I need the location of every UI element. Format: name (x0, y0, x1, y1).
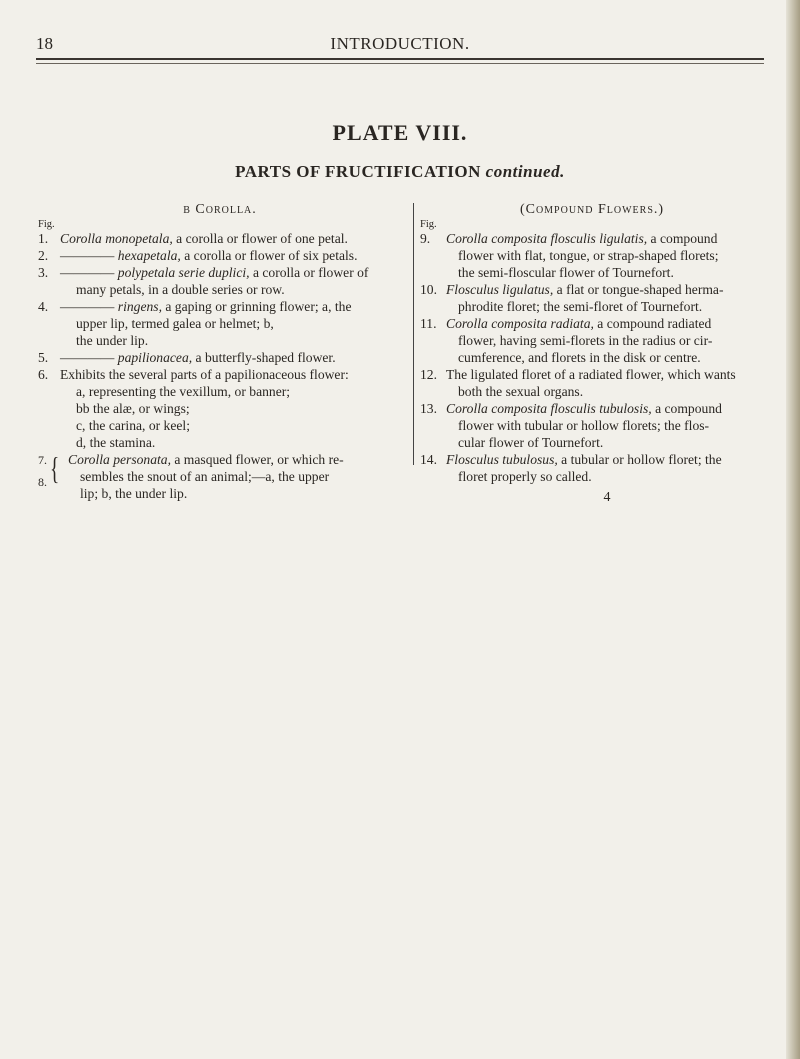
fig-entry-7-8: 7. 8. { Corolla personata, a masqued flower, or which re- sembles the snout of an animal;—a, the upper lip; b, the under lip. (38, 450, 344, 501)
sub-item: bb the alæ, or wings; (76, 401, 190, 416)
fig-entry-12: 12. The ligulated floret of a radiated flower, which wants both the sexual organs. (420, 367, 736, 399)
fig-entry-13: 13. Corolla composita flosculis tubulosis, a compound flower with tubular or hollow florets; the flos- cular flower of Tournefort. (420, 401, 722, 450)
plate-subtitle (0, 162, 800, 182)
fig-label: Fig. (420, 219, 437, 230)
ditto-dash: ———— (60, 350, 115, 365)
fig-entry-2: 2. ———— hexapetala, a corolla or flower of six petals. (38, 248, 358, 263)
fig-entry-1: 1. Corolla monopetala, a corolla or flower of one petal. (38, 231, 348, 246)
header-rule-thick (36, 58, 764, 60)
fig-entry-3: 3. ———— polypetala serie duplici, a corolla or flower of many petals, in a double series or row. (38, 265, 369, 297)
header-rule-thin (36, 63, 764, 64)
curly-brace: { (50, 450, 60, 486)
fig-entry-11: 11. Corolla composita radiata, a compound radiated flower, having semi-florets in the radius or cir- cumference, and florets in the disk or centre. (420, 316, 713, 365)
sub-item: d, the stamina. (76, 435, 156, 450)
section-title-corolla: β Corolla. (183, 202, 257, 217)
ditto-dash: ———— (60, 248, 115, 263)
right-column (420, 200, 764, 506)
fig-entry-9: 9. Corolla composita flosculis ligulatis, a compound flower with flat, tongue, or strap-shaped florets; the semi-floscular flower of Tournefort. (420, 231, 719, 280)
fig-entry-6: 6. Exhibits the several parts of a papilionaceous flower: a, representing the vexillum, or banner; bb the alæ, or wings; c, the carina, or keel; d, the stamina. (38, 366, 402, 451)
brace-numbers: 7. 8. (38, 453, 47, 489)
fig-entry-10: 10. Flosculus ligulatus, a flat or tongue-shaped herma- phrodite floret; the semi-floret of Tournefort. (420, 282, 724, 314)
plate-subtitle-continued: continued. (485, 162, 565, 181)
fig-entry-5: 5. ———— papilionacea, a butterfly-shaped flower. (38, 350, 336, 365)
running-title: INTRODUCTION. (330, 34, 470, 53)
left-column (38, 200, 402, 502)
ditto-dash: ———— (60, 299, 115, 314)
page-number: 18 (36, 34, 53, 53)
fig-label: Fig. (38, 219, 55, 230)
ditto-dash: ———— (60, 265, 115, 280)
signature-number: 4 (603, 490, 611, 505)
plate-title: PLATE VIII. (332, 120, 468, 145)
page-edge-shadow (786, 0, 800, 1059)
section-title-compound-flowers: (Compound Flowers.) (519, 202, 665, 217)
plate-subtitle-main: PARTS OF FRUCTIFICATION (235, 162, 481, 181)
sub-item: a, representing the vexillum, or banner; (76, 384, 291, 399)
column-divider (413, 203, 414, 465)
fig-entry-14: 14. Flosculus tubulosus, a tubular or hollow floret; the floret properly so called. (420, 452, 722, 484)
fig-entry-4: 4. ———— ringens, a gaping or grinning flower; a, the upper lip, termed galea or helmet; b, the under lip. (38, 299, 352, 348)
sub-item: c, the carina, or keel; (76, 418, 190, 433)
